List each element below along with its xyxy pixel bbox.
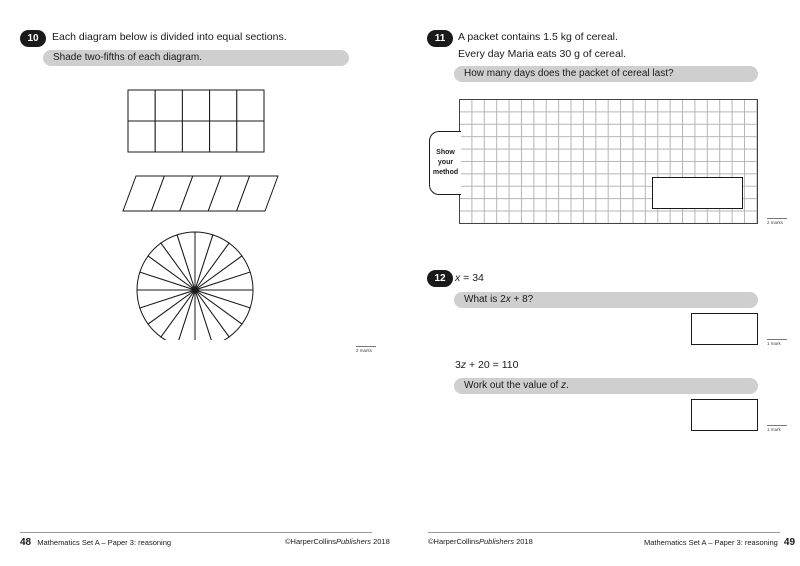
rectangle-section[interactable]: [155, 121, 182, 152]
footer-copyright: [285, 537, 390, 546]
equation-prefix: 3: [455, 359, 461, 371]
rectangle-section[interactable]: [182, 90, 209, 121]
rectangle-section[interactable]: [128, 90, 155, 121]
footer-copyright: [428, 537, 533, 546]
copyright-publishers: Publishers: [478, 537, 514, 546]
parallelogram-diagram[interactable]: [123, 176, 278, 211]
variable: x: [505, 294, 511, 305]
rectangle-section[interactable]: [237, 121, 264, 152]
rectangle-diagram[interactable]: [128, 90, 264, 152]
part-b-prefix: Work out the value of: [464, 380, 562, 391]
circle-diagram[interactable]: [137, 232, 253, 340]
rectangle-section[interactable]: [182, 121, 209, 152]
part-a-suffix: + 8?: [510, 294, 534, 305]
page-number: 48: [20, 537, 32, 548]
given-value: [455, 272, 484, 284]
footer-rule: [428, 532, 780, 533]
question-text: Each diagram below is divided into equal sections.: [52, 31, 287, 43]
equation-rest: + 20 = 110: [466, 359, 519, 371]
copyright-prefix: ©HarperCollins: [428, 537, 479, 546]
copyright-year: 2018: [514, 537, 533, 546]
question-number: 10: [20, 30, 46, 47]
instruction-bar: Shade two-fifths of each diagram.: [43, 50, 349, 66]
question-text-line1: A packet contains 1.5 kg of cereal.: [458, 31, 618, 43]
answer-box-q12b[interactable]: [691, 399, 758, 431]
rectangle-section[interactable]: [128, 121, 155, 152]
right-footer: [644, 537, 799, 548]
answer-box-q11[interactable]: [652, 177, 743, 209]
rectangle-section[interactable]: [237, 90, 264, 121]
rectangle-section[interactable]: [155, 90, 182, 121]
variable: x: [455, 272, 461, 284]
question-text-line2: Every day Maria eats 30 g of cereal.: [458, 48, 627, 60]
copyright-prefix: ©HarperCollins: [285, 537, 336, 546]
question-number: 11: [427, 30, 453, 47]
marks-label: 1 mark: [767, 425, 787, 432]
show-your-method-tab: [429, 131, 461, 195]
rectangle-section[interactable]: [210, 90, 237, 121]
footer-title: Mathematics Set A – Paper 3: reasoning: [644, 538, 778, 547]
equation: [455, 359, 518, 371]
variable: z: [561, 380, 567, 391]
rectangle-section[interactable]: [210, 121, 237, 152]
part-b-bar: [454, 378, 758, 394]
fraction-diagrams: [0, 0, 400, 340]
footer-rule: [20, 532, 372, 533]
copyright-year: 2018: [371, 537, 390, 546]
answer-box-q12a[interactable]: [691, 313, 758, 345]
marks-label: 2 marks: [767, 218, 787, 225]
given-rest: = 34: [460, 272, 484, 284]
page-number: 49: [783, 537, 796, 548]
left-footer: [16, 537, 171, 548]
question-number: 12: [427, 270, 453, 287]
part-a-prefix: What is 2: [464, 294, 506, 305]
footer-title: Mathematics Set A – Paper 3: reasoning: [37, 538, 172, 547]
question-bar: How many days does the packet of cereal last?: [454, 66, 758, 82]
part-b-suffix: .: [566, 380, 569, 391]
part-a-bar: [454, 292, 758, 308]
show-method-label: Show your method: [432, 149, 459, 176]
marks-label: 2 marks: [356, 346, 376, 353]
copyright-publishers: Publishers: [335, 537, 371, 546]
marks-label: 1 mark: [767, 339, 787, 346]
variable: z: [460, 359, 467, 371]
